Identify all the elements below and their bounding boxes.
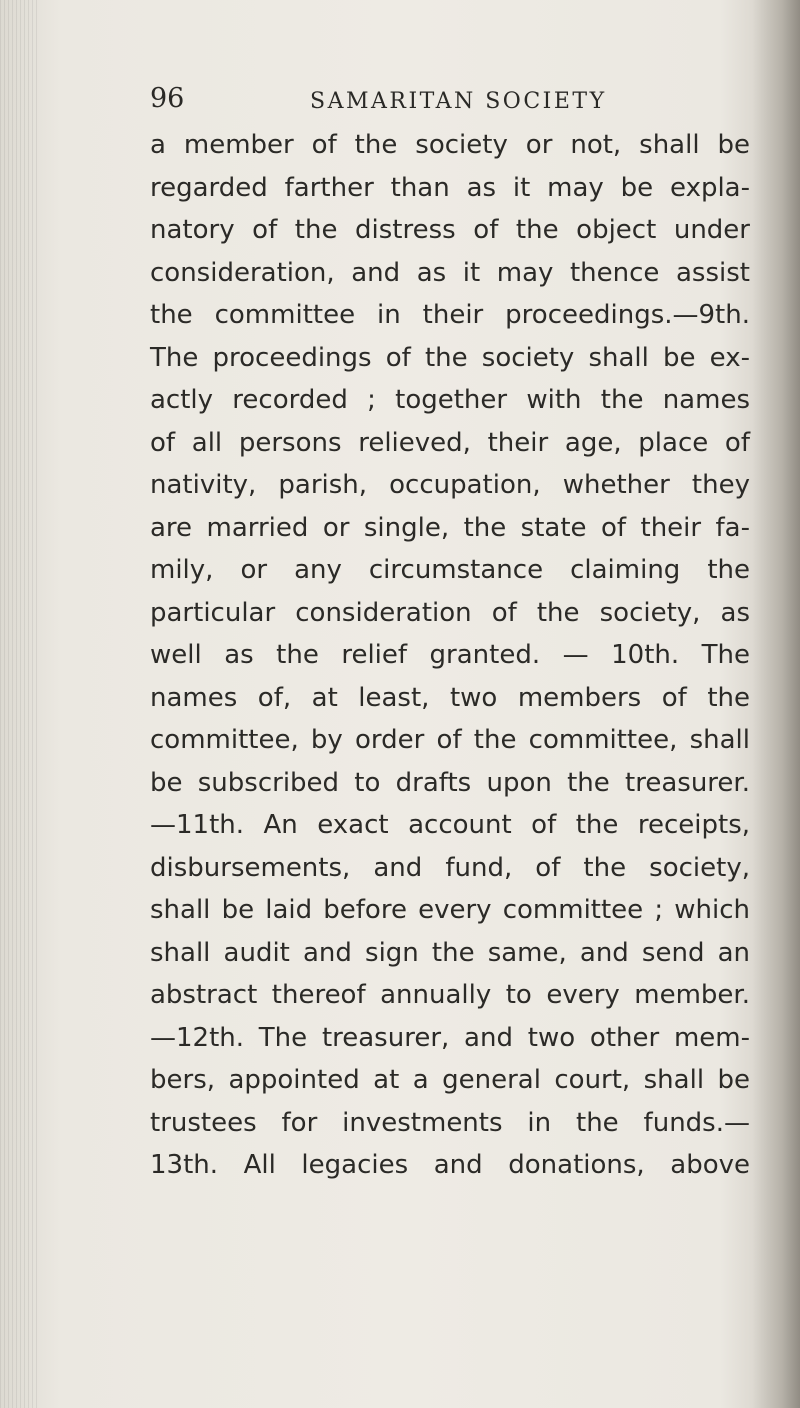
text-line: abstract thereof annually to every member. bbox=[150, 980, 750, 1010]
text-line: disbursements, and fund, of the society, bbox=[150, 852, 750, 883]
text-line: names of, at least, two members of the bbox=[150, 682, 750, 713]
text-line: shall audit and sign the same, and send an bbox=[150, 937, 750, 968]
running-head: SAMARITAN SOCIETY bbox=[310, 89, 607, 114]
text-line: consideration, and as it may thence assist bbox=[150, 257, 750, 288]
text-line: shall be laid before every committee ; which bbox=[150, 895, 750, 925]
text-line: regarded farther than as it may be expla- bbox=[150, 172, 750, 203]
text-line: —11th. An exact account of the receipts, bbox=[150, 810, 750, 840]
page-edge-shadow bbox=[752, 0, 800, 1408]
text-line: actly recorded ; together with the names bbox=[150, 385, 750, 415]
text-line: particular consideration of the society, as bbox=[150, 597, 750, 628]
text-line: The proceedings of the society shall be ex- bbox=[150, 342, 750, 373]
body-text bbox=[150, 124, 750, 1187]
text-line: bers, appointed at a general court, shall be bbox=[150, 1065, 750, 1095]
text-line: 13th. All legacies and donations, above bbox=[150, 1150, 750, 1180]
text-line: of all persons relieved, their age, place of bbox=[150, 427, 750, 458]
text-line: trustees for investments in the funds.— bbox=[150, 1107, 750, 1138]
text-line: natory of the distress of the object under bbox=[150, 215, 750, 245]
text-line: be subscribed to drafts upon the treasurer. bbox=[150, 767, 750, 798]
page-header bbox=[150, 83, 750, 123]
text-line: —12th. The treasurer, and two other mem- bbox=[150, 1022, 750, 1053]
text-line: mily, or any circumstance claiming the bbox=[150, 555, 750, 585]
text-line: the committee in their proceedings.—9th. bbox=[150, 300, 750, 330]
text-line: well as the relief granted. — 10th. The bbox=[150, 640, 750, 670]
text-line: committee, by order of the committee, shall bbox=[150, 725, 750, 755]
page-number: 96 bbox=[150, 83, 185, 114]
text-line: are married or single, the state of their fa- bbox=[150, 512, 750, 543]
binding-gutter bbox=[0, 0, 40, 1408]
text-line: nativity, parish, occupation, whether they bbox=[150, 470, 750, 500]
text-line: a member of the society or not, shall be bbox=[150, 130, 750, 160]
